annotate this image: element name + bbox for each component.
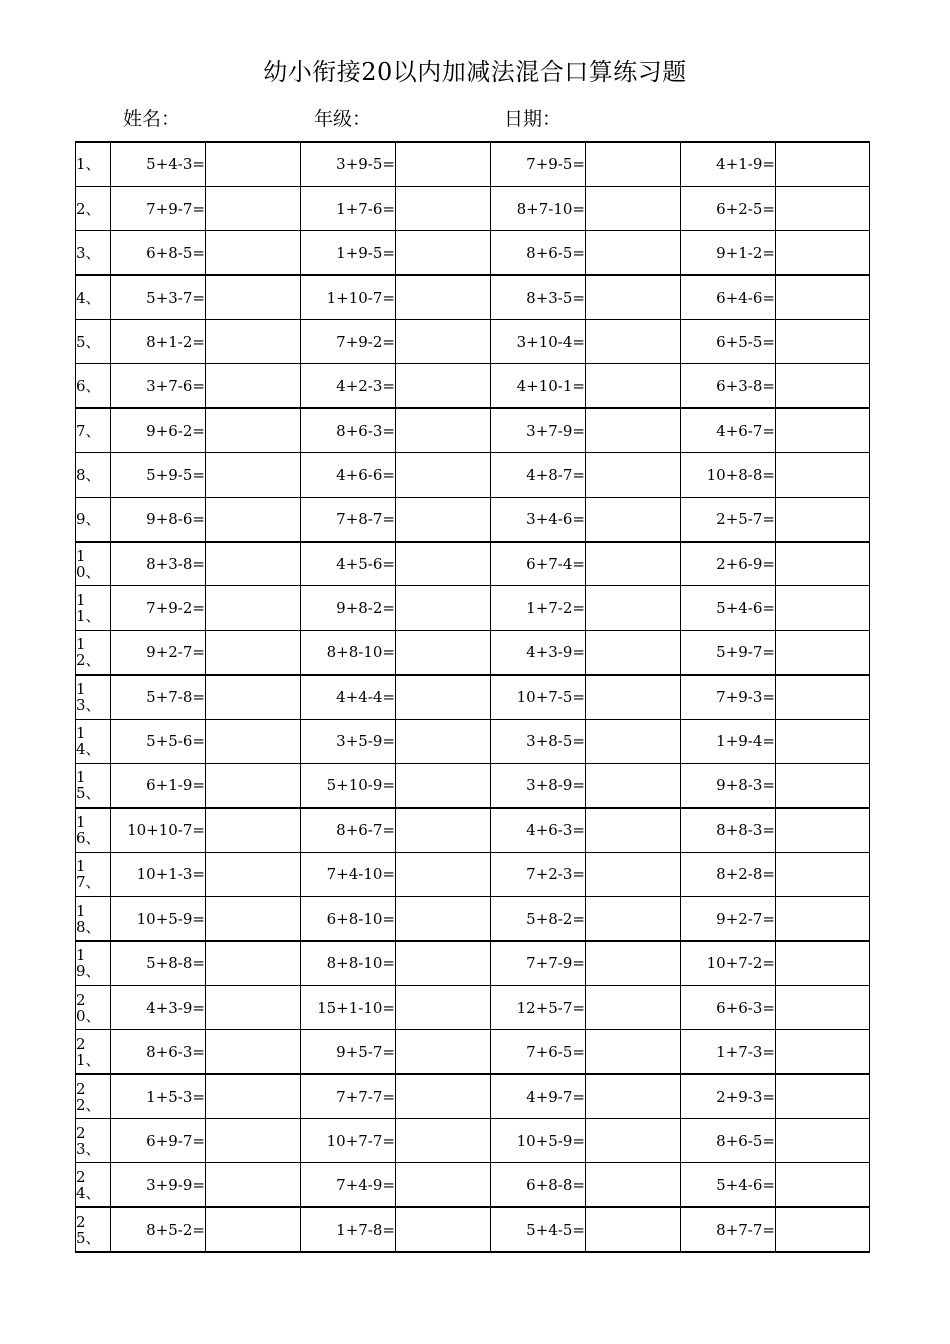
problem-expression: 6+3-8= bbox=[681, 364, 776, 408]
problem-expression: 4+6-7= bbox=[681, 408, 776, 452]
answer-cell[interactable] bbox=[396, 675, 491, 719]
problem-expression: 8+8-3= bbox=[681, 808, 776, 852]
answer-cell[interactable] bbox=[396, 808, 491, 852]
problem-expression: 8+3-5= bbox=[491, 275, 586, 319]
problem-expression: 6+1-9= bbox=[111, 763, 206, 807]
answer-cell[interactable] bbox=[206, 763, 301, 807]
answer-cell[interactable] bbox=[206, 186, 301, 230]
table-row bbox=[76, 453, 870, 497]
problem-expression: 1+7-2= bbox=[491, 586, 586, 630]
row-number-label: 22、 bbox=[76, 1079, 101, 1114]
problem-expression: 3+9-5= bbox=[301, 142, 396, 186]
answer-cell[interactable] bbox=[396, 1030, 491, 1074]
answer-cell[interactable] bbox=[396, 719, 491, 763]
answer-cell[interactable] bbox=[206, 364, 301, 408]
problem-expression: 1+7-6= bbox=[301, 186, 396, 230]
answer-cell[interactable] bbox=[206, 142, 301, 186]
problem-expression: 5+3-7= bbox=[111, 275, 206, 319]
problem-expression: 7+9-5= bbox=[491, 142, 586, 186]
table-row bbox=[76, 497, 870, 541]
row-number-label: 21、 bbox=[76, 1034, 101, 1069]
problem-expression: 6+8-5= bbox=[111, 231, 206, 275]
problem-expression: 9+6-2= bbox=[111, 408, 206, 452]
problem-expression: 7+9-2= bbox=[111, 586, 206, 630]
problem-expression: 9+8-6= bbox=[111, 497, 206, 541]
problem-expression: 2+9-3= bbox=[681, 1074, 776, 1118]
problem-expression: 9+2-7= bbox=[111, 630, 206, 674]
answer-cell[interactable] bbox=[206, 1119, 301, 1163]
problem-expression: 6+4-6= bbox=[681, 275, 776, 319]
answer-cell[interactable] bbox=[776, 808, 870, 852]
answer-cell[interactable] bbox=[206, 897, 301, 941]
table-row bbox=[76, 719, 870, 763]
answer-cell[interactable] bbox=[776, 142, 870, 186]
problem-expression: 7+2-3= bbox=[491, 852, 586, 896]
row-number bbox=[76, 453, 111, 497]
row-number-label: 20、 bbox=[76, 990, 101, 1025]
answer-cell[interactable] bbox=[776, 941, 870, 985]
problem-expression: 4+5-6= bbox=[301, 542, 396, 586]
problem-expression: 4+3-9= bbox=[111, 985, 206, 1029]
problem-expression: 3+4-6= bbox=[491, 497, 586, 541]
answer-cell[interactable] bbox=[396, 275, 491, 319]
answer-cell[interactable] bbox=[776, 1030, 870, 1074]
problem-expression: 5+4-3= bbox=[111, 142, 206, 186]
problem-expression: 5+5-6= bbox=[111, 719, 206, 763]
problem-expression: 3+5-9= bbox=[301, 719, 396, 763]
answer-cell[interactable] bbox=[396, 453, 491, 497]
problem-expression: 8+7-10= bbox=[491, 186, 586, 230]
problem-expression: 6+5-5= bbox=[681, 320, 776, 364]
problem-expression: 9+8-3= bbox=[681, 763, 776, 807]
table-row bbox=[76, 1207, 870, 1251]
answer-cell[interactable] bbox=[396, 408, 491, 452]
problem-expression: 6+8-10= bbox=[301, 897, 396, 941]
answer-cell[interactable] bbox=[586, 1119, 681, 1163]
problem-expression: 5+9-5= bbox=[111, 453, 206, 497]
row-number bbox=[76, 985, 111, 1029]
row-number bbox=[76, 542, 111, 586]
problem-expression: 15+1-10= bbox=[301, 985, 396, 1029]
answer-cell[interactable] bbox=[586, 275, 681, 319]
problem-expression: 8+6-3= bbox=[301, 408, 396, 452]
row-number-label: 18、 bbox=[76, 901, 101, 936]
problem-expression: 7+9-7= bbox=[111, 186, 206, 230]
answer-cell[interactable] bbox=[776, 630, 870, 674]
problem-expression: 8+8-10= bbox=[301, 941, 396, 985]
answer-cell[interactable] bbox=[776, 586, 870, 630]
problem-expression: 5+4-5= bbox=[491, 1207, 586, 1251]
answer-cell[interactable] bbox=[206, 852, 301, 896]
problem-expression: 9+8-2= bbox=[301, 586, 396, 630]
answer-cell[interactable] bbox=[206, 1030, 301, 1074]
problem-expression: 7+8-7= bbox=[301, 497, 396, 541]
problem-expression: 4+6-6= bbox=[301, 453, 396, 497]
answer-cell[interactable] bbox=[776, 985, 870, 1029]
answer-cell[interactable] bbox=[396, 1163, 491, 1207]
problem-expression: 10+8-8= bbox=[681, 453, 776, 497]
answer-cell[interactable] bbox=[206, 630, 301, 674]
answer-cell[interactable] bbox=[396, 763, 491, 807]
answer-cell[interactable] bbox=[776, 675, 870, 719]
problem-expression: 2+6-9= bbox=[681, 542, 776, 586]
answer-cell[interactable] bbox=[586, 897, 681, 941]
answer-cell[interactable] bbox=[586, 1163, 681, 1207]
answer-cell[interactable] bbox=[586, 763, 681, 807]
problem-expression: 4+3-9= bbox=[491, 630, 586, 674]
answer-cell[interactable] bbox=[586, 1030, 681, 1074]
answer-cell[interactable] bbox=[586, 941, 681, 985]
table-row bbox=[76, 231, 870, 275]
problem-expression: 1+7-8= bbox=[301, 1207, 396, 1251]
row-number bbox=[76, 941, 111, 985]
table-row bbox=[76, 542, 870, 586]
answer-cell[interactable] bbox=[206, 320, 301, 364]
problem-expression: 5+4-6= bbox=[681, 586, 776, 630]
answer-cell[interactable] bbox=[776, 1119, 870, 1163]
answer-cell[interactable] bbox=[776, 542, 870, 586]
date-label: 日期： bbox=[504, 108, 562, 130]
problem-expression: 8+6-5= bbox=[681, 1119, 776, 1163]
table-row bbox=[76, 897, 870, 941]
answer-cell[interactable] bbox=[396, 1207, 491, 1251]
row-number-label: 12、 bbox=[76, 635, 101, 670]
problem-expression: 7+4-10= bbox=[301, 852, 396, 896]
table-row bbox=[76, 763, 870, 807]
answer-cell[interactable] bbox=[776, 453, 870, 497]
table-row bbox=[76, 320, 870, 364]
row-number bbox=[76, 231, 111, 275]
problem-expression: 10+10-7= bbox=[111, 808, 206, 852]
answer-cell[interactable] bbox=[396, 897, 491, 941]
answer-cell[interactable] bbox=[396, 586, 491, 630]
table-row bbox=[76, 586, 870, 630]
problem-expression: 7+7-9= bbox=[491, 941, 586, 985]
table-row bbox=[76, 941, 870, 985]
problem-expression: 8+6-7= bbox=[301, 808, 396, 852]
problem-expression: 5+8-2= bbox=[491, 897, 586, 941]
problem-expression: 7+4-9= bbox=[301, 1163, 396, 1207]
answer-cell[interactable] bbox=[586, 320, 681, 364]
problem-expression: 4+6-3= bbox=[491, 808, 586, 852]
answer-cell[interactable] bbox=[776, 1074, 870, 1118]
problem-expression: 6+9-7= bbox=[111, 1119, 206, 1163]
table-row bbox=[76, 275, 870, 319]
row-number bbox=[76, 497, 111, 541]
problem-expression: 8+7-7= bbox=[681, 1207, 776, 1251]
problem-expression: 8+1-2= bbox=[111, 320, 206, 364]
table-row bbox=[76, 364, 870, 408]
answer-cell[interactable] bbox=[396, 186, 491, 230]
answer-cell[interactable] bbox=[776, 852, 870, 896]
row-number-label: 3、 bbox=[76, 243, 101, 262]
grade-label: 年级： bbox=[314, 108, 372, 130]
table-row bbox=[76, 186, 870, 230]
problem-expression: 1+7-3= bbox=[681, 1030, 776, 1074]
problem-expression: 4+2-3= bbox=[301, 364, 396, 408]
row-number bbox=[76, 763, 111, 807]
table-row bbox=[76, 1119, 870, 1163]
table-row bbox=[76, 142, 870, 186]
problem-expression: 4+1-9= bbox=[681, 142, 776, 186]
row-number bbox=[76, 320, 111, 364]
table-row bbox=[76, 1163, 870, 1207]
problem-expression: 10+5-9= bbox=[491, 1119, 586, 1163]
problem-expression: 7+7-7= bbox=[301, 1074, 396, 1118]
answer-cell[interactable] bbox=[396, 630, 491, 674]
answer-cell[interactable] bbox=[586, 542, 681, 586]
table-row bbox=[76, 675, 870, 719]
row-number-label: 9、 bbox=[76, 510, 101, 529]
row-number-label: 25、 bbox=[76, 1212, 101, 1247]
problem-expression: 8+3-8= bbox=[111, 542, 206, 586]
problem-expression: 10+5-9= bbox=[111, 897, 206, 941]
row-number-label: 24、 bbox=[76, 1167, 101, 1202]
answer-cell[interactable] bbox=[586, 497, 681, 541]
row-number-label: 1、 bbox=[76, 155, 101, 174]
problem-expression: 7+6-5= bbox=[491, 1030, 586, 1074]
problem-expression: 2+5-7= bbox=[681, 497, 776, 541]
problem-expression: 10+7-7= bbox=[301, 1119, 396, 1163]
row-number-label: 19、 bbox=[76, 946, 101, 981]
worksheet-body bbox=[76, 142, 870, 1252]
answer-cell[interactable] bbox=[206, 408, 301, 452]
table-row bbox=[76, 408, 870, 452]
row-number-label: 6、 bbox=[76, 376, 101, 395]
answer-cell[interactable] bbox=[396, 497, 491, 541]
problem-expression: 1+9-4= bbox=[681, 719, 776, 763]
row-number-label: 13、 bbox=[76, 680, 101, 715]
row-number-label: 5、 bbox=[76, 332, 101, 351]
answer-cell[interactable] bbox=[586, 1074, 681, 1118]
row-number bbox=[76, 808, 111, 852]
row-number-label: 4、 bbox=[76, 288, 101, 307]
answer-cell[interactable] bbox=[776, 763, 870, 807]
row-number bbox=[76, 852, 111, 896]
problem-expression: 3+9-9= bbox=[111, 1163, 206, 1207]
answer-cell[interactable] bbox=[776, 1163, 870, 1207]
answer-cell[interactable] bbox=[586, 630, 681, 674]
problem-expression: 9+1-2= bbox=[681, 231, 776, 275]
row-number bbox=[76, 1119, 111, 1163]
answer-cell[interactable] bbox=[396, 542, 491, 586]
problem-expression: 9+2-7= bbox=[681, 897, 776, 941]
table-row bbox=[76, 808, 870, 852]
problem-expression: 4+8-7= bbox=[491, 453, 586, 497]
row-number-label: 8、 bbox=[76, 465, 101, 484]
answer-cell[interactable] bbox=[206, 1207, 301, 1251]
problem-expression: 6+7-4= bbox=[491, 542, 586, 586]
problem-expression: 3+7-6= bbox=[111, 364, 206, 408]
answer-cell[interactable] bbox=[586, 142, 681, 186]
problem-expression: 1+5-3= bbox=[111, 1074, 206, 1118]
row-number bbox=[76, 1163, 111, 1207]
problem-expression: 8+8-10= bbox=[301, 630, 396, 674]
name-label: 姓名： bbox=[123, 108, 181, 130]
row-number-label: 10、 bbox=[76, 546, 101, 581]
row-number bbox=[76, 1030, 111, 1074]
answer-cell[interactable] bbox=[206, 808, 301, 852]
problem-expression: 4+4-4= bbox=[301, 675, 396, 719]
problem-expression: 5+10-9= bbox=[301, 763, 396, 807]
row-number-label: 16、 bbox=[76, 813, 101, 848]
answer-cell[interactable] bbox=[396, 364, 491, 408]
row-number-label: 2、 bbox=[76, 199, 101, 218]
problem-expression: 6+6-3= bbox=[681, 985, 776, 1029]
problem-expression: 5+4-6= bbox=[681, 1163, 776, 1207]
row-number bbox=[76, 586, 111, 630]
row-number bbox=[76, 186, 111, 230]
problem-expression: 7+9-2= bbox=[301, 320, 396, 364]
row-number-label: 14、 bbox=[76, 724, 101, 759]
answer-cell[interactable] bbox=[586, 852, 681, 896]
answer-cell[interactable] bbox=[776, 897, 870, 941]
answer-cell[interactable] bbox=[586, 719, 681, 763]
answer-cell[interactable] bbox=[776, 186, 870, 230]
answer-cell[interactable] bbox=[206, 231, 301, 275]
problem-expression: 8+5-2= bbox=[111, 1207, 206, 1251]
answer-cell[interactable] bbox=[776, 408, 870, 452]
row-number bbox=[76, 364, 111, 408]
answer-cell[interactable] bbox=[586, 586, 681, 630]
row-number-label: 17、 bbox=[76, 857, 101, 892]
answer-cell[interactable] bbox=[776, 719, 870, 763]
answer-cell[interactable] bbox=[396, 1074, 491, 1118]
problem-expression: 7+9-3= bbox=[681, 675, 776, 719]
problem-expression: 3+10-4= bbox=[491, 320, 586, 364]
problem-expression: 10+7-2= bbox=[681, 941, 776, 985]
table-row bbox=[76, 630, 870, 674]
answer-cell[interactable] bbox=[396, 985, 491, 1029]
row-number bbox=[76, 897, 111, 941]
answer-cell[interactable] bbox=[206, 1074, 301, 1118]
problem-expression: 3+8-9= bbox=[491, 763, 586, 807]
problem-expression: 5+8-8= bbox=[111, 941, 206, 985]
answer-cell[interactable] bbox=[586, 364, 681, 408]
row-number bbox=[76, 630, 111, 674]
answer-cell[interactable] bbox=[206, 586, 301, 630]
answer-cell[interactable] bbox=[776, 231, 870, 275]
row-number-label: 7、 bbox=[76, 421, 101, 440]
row-number bbox=[76, 142, 111, 186]
answer-cell[interactable] bbox=[776, 364, 870, 408]
problem-expression: 10+7-5= bbox=[491, 675, 586, 719]
table-row bbox=[76, 852, 870, 896]
problem-expression: 1+10-7= bbox=[301, 275, 396, 319]
problem-expression: 3+7-9= bbox=[491, 408, 586, 452]
answer-cell[interactable] bbox=[396, 941, 491, 985]
row-number bbox=[76, 275, 111, 319]
answer-cell[interactable] bbox=[776, 497, 870, 541]
problem-expression: 9+5-7= bbox=[301, 1030, 396, 1074]
answer-cell[interactable] bbox=[586, 1207, 681, 1251]
row-number bbox=[76, 675, 111, 719]
answer-cell[interactable] bbox=[776, 320, 870, 364]
problem-expression: 6+8-8= bbox=[491, 1163, 586, 1207]
answer-cell[interactable] bbox=[586, 186, 681, 230]
worksheet-table bbox=[75, 141, 870, 1253]
problem-expression: 1+9-5= bbox=[301, 231, 396, 275]
problem-expression: 4+9-7= bbox=[491, 1074, 586, 1118]
row-number bbox=[76, 1074, 111, 1118]
problem-expression: 4+10-1= bbox=[491, 364, 586, 408]
answer-cell[interactable] bbox=[586, 408, 681, 452]
problem-expression: 8+2-8= bbox=[681, 852, 776, 896]
problem-expression: 5+7-8= bbox=[111, 675, 206, 719]
answer-cell[interactable] bbox=[206, 985, 301, 1029]
answer-cell[interactable] bbox=[206, 941, 301, 985]
answer-cell[interactable] bbox=[206, 719, 301, 763]
problem-expression: 10+1-3= bbox=[111, 852, 206, 896]
answer-cell[interactable] bbox=[206, 275, 301, 319]
answer-cell[interactable] bbox=[206, 497, 301, 541]
answer-cell[interactable] bbox=[206, 542, 301, 586]
answer-cell[interactable] bbox=[586, 453, 681, 497]
table-row bbox=[76, 985, 870, 1029]
problem-expression: 8+6-5= bbox=[491, 231, 586, 275]
row-number bbox=[76, 1207, 111, 1251]
answer-cell[interactable] bbox=[776, 275, 870, 319]
row-number bbox=[76, 408, 111, 452]
row-number-label: 23、 bbox=[76, 1123, 101, 1158]
row-number bbox=[76, 719, 111, 763]
problem-expression: 6+2-5= bbox=[681, 186, 776, 230]
problem-expression: 8+6-3= bbox=[111, 1030, 206, 1074]
table-row bbox=[76, 1030, 870, 1074]
table-row bbox=[76, 1074, 870, 1118]
answer-cell[interactable] bbox=[206, 453, 301, 497]
row-number-label: 11、 bbox=[76, 591, 101, 626]
answer-cell[interactable] bbox=[776, 1207, 870, 1251]
row-number-label: 15、 bbox=[76, 768, 101, 803]
answer-cell[interactable] bbox=[396, 320, 491, 364]
answer-cell[interactable] bbox=[586, 985, 681, 1029]
answer-cell[interactable] bbox=[396, 1119, 491, 1163]
answer-cell[interactable] bbox=[396, 231, 491, 275]
answer-cell[interactable] bbox=[206, 1163, 301, 1207]
answer-cell[interactable] bbox=[396, 142, 491, 186]
problem-expression: 12+5-7= bbox=[491, 985, 586, 1029]
answer-cell[interactable] bbox=[396, 852, 491, 896]
answer-cell[interactable] bbox=[206, 675, 301, 719]
page-title: 幼小衔接20以内加减法混合口算练习题 bbox=[263, 58, 687, 86]
answer-cell[interactable] bbox=[586, 808, 681, 852]
answer-cell[interactable] bbox=[586, 675, 681, 719]
problem-expression: 5+9-7= bbox=[681, 630, 776, 674]
answer-cell[interactable] bbox=[586, 231, 681, 275]
problem-expression: 3+8-5= bbox=[491, 719, 586, 763]
